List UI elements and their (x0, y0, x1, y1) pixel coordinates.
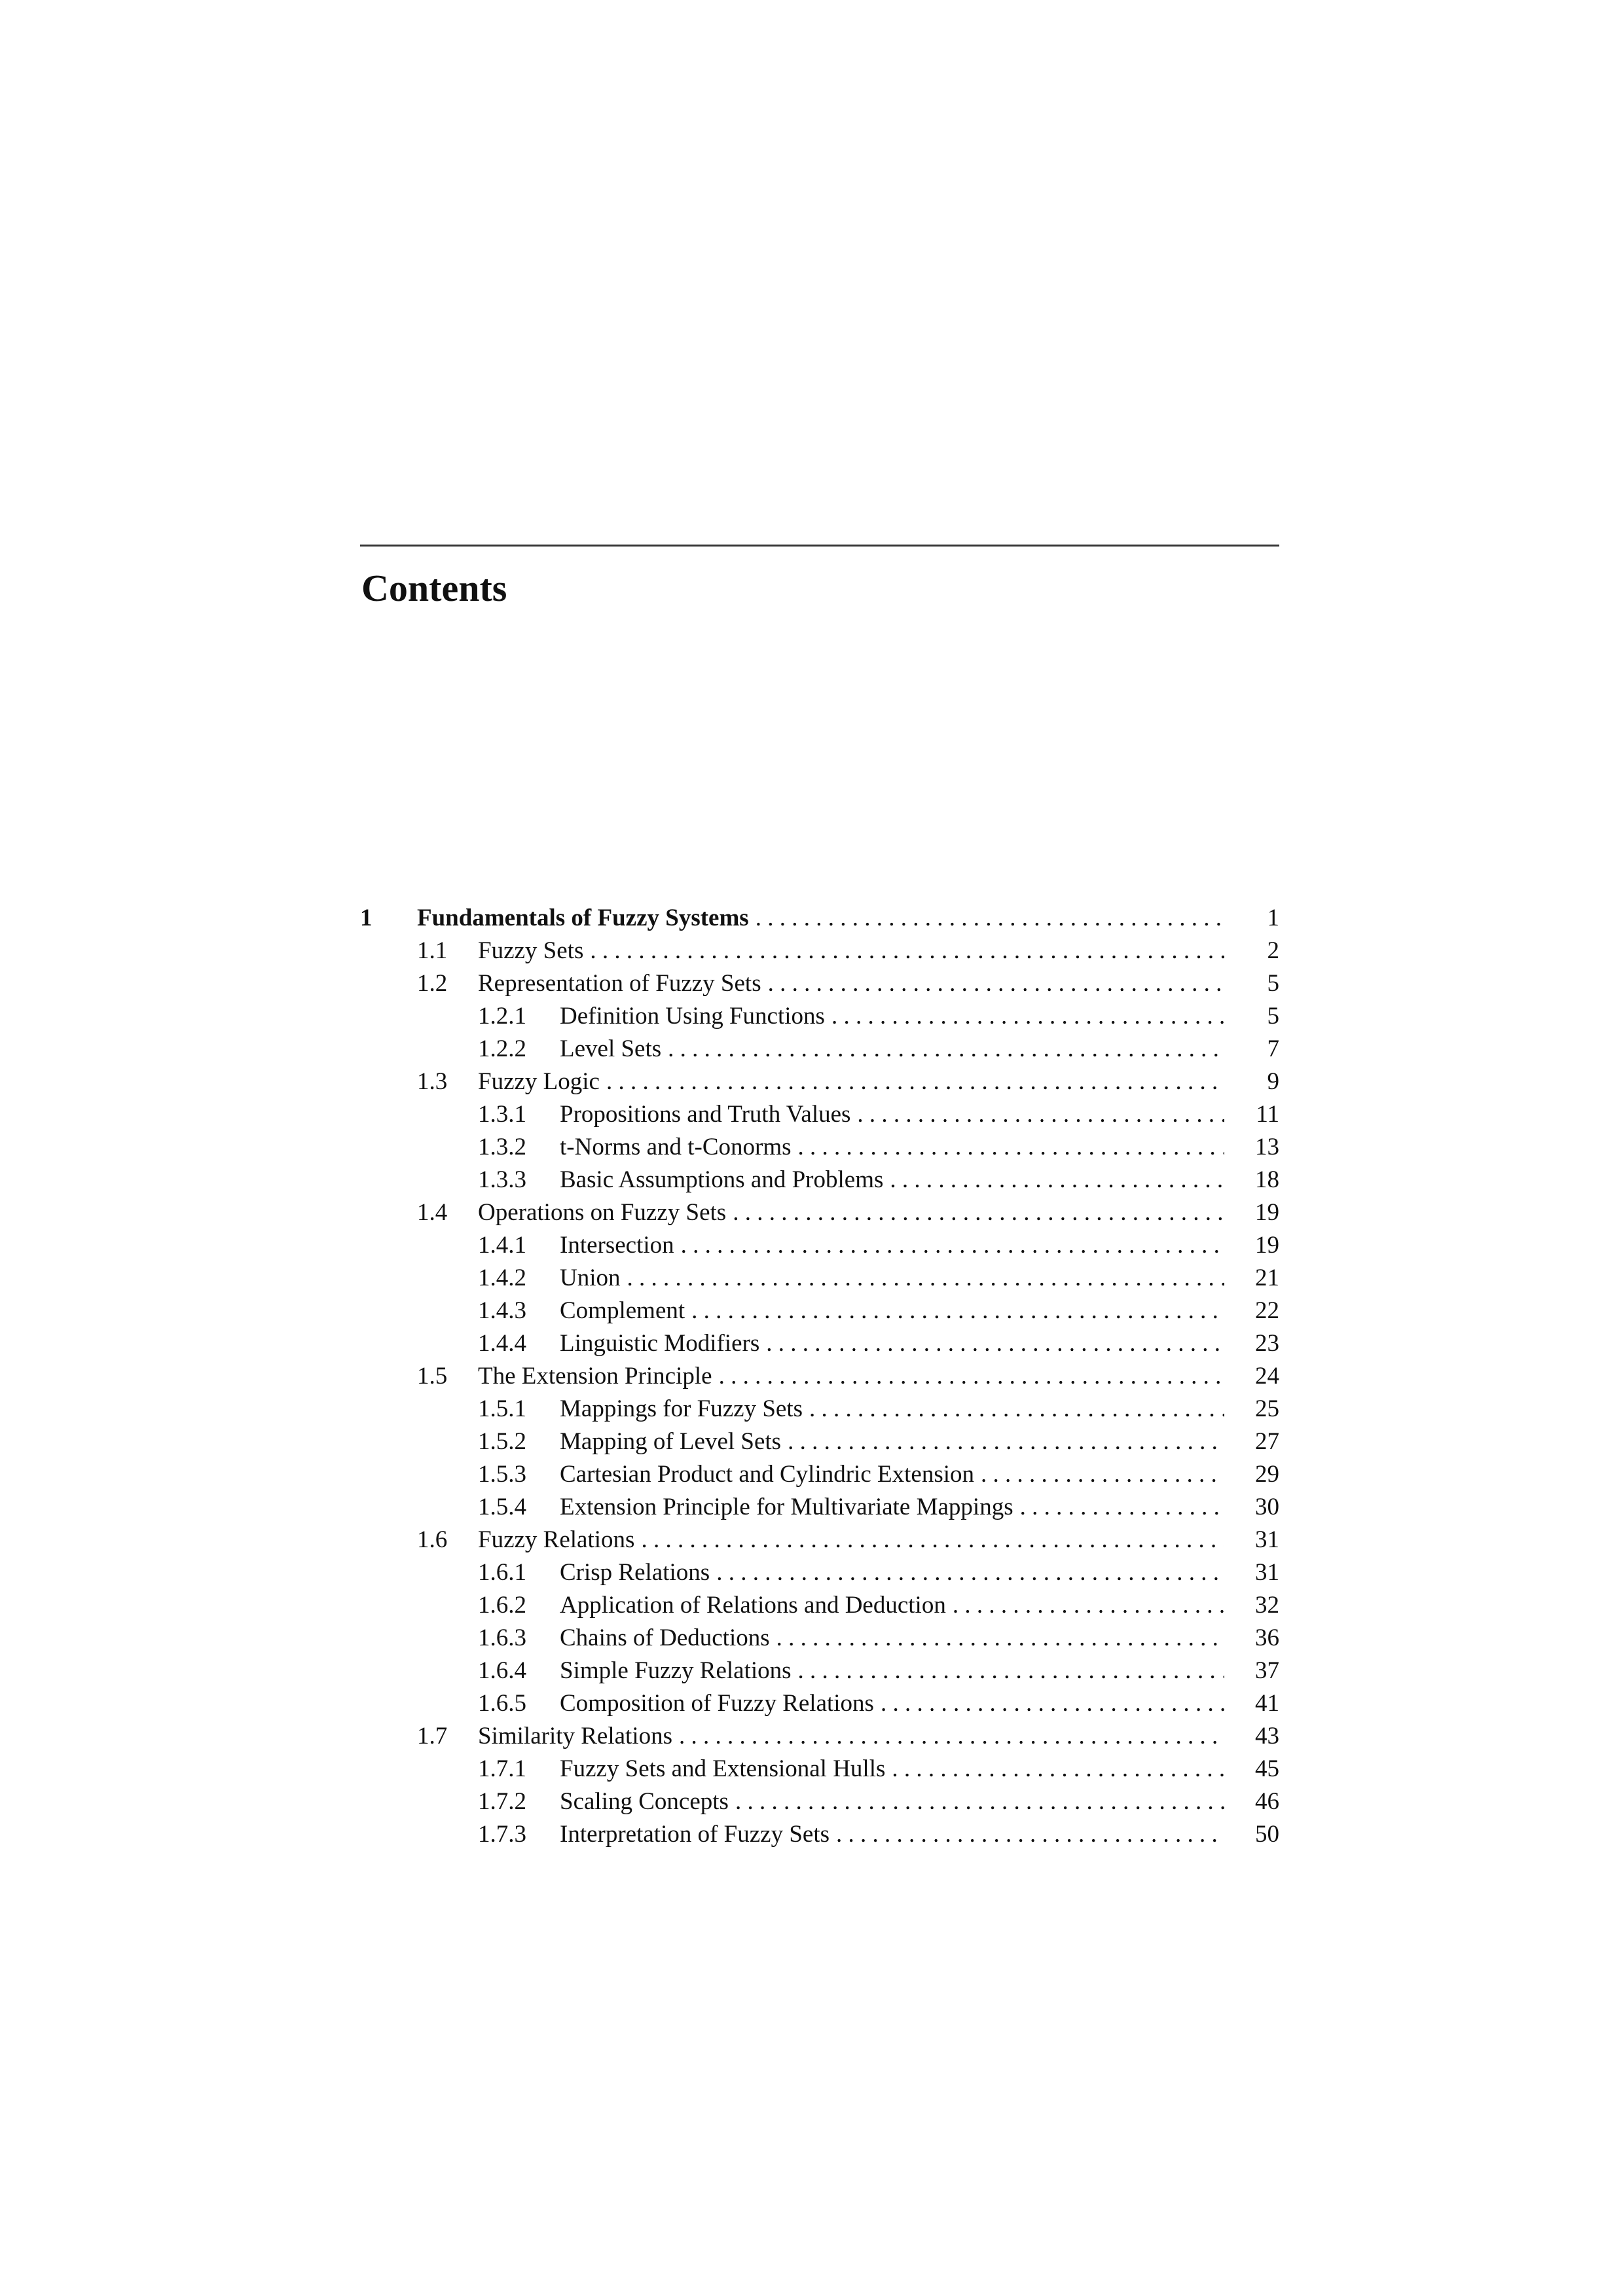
dot-leader (981, 1458, 1224, 1491)
toc-entry-number: 1 (360, 905, 373, 931)
toc-entry[interactable] (360, 1393, 1279, 1426)
toc-entry-number: 1.6.4 (478, 1657, 526, 1684)
toc-entry-page: 19 (1255, 1199, 1279, 1226)
toc-entry-page: 23 (1255, 1330, 1279, 1357)
toc-entry-page: 1 (1267, 905, 1279, 931)
toc-entry[interactable] (360, 967, 1279, 1000)
toc-entry-title: Fuzzy Logic (478, 1068, 600, 1095)
toc-entry-number: 1.2 (417, 970, 448, 997)
toc-entry[interactable] (360, 1098, 1279, 1131)
toc-entry-title: Composition of Fuzzy Relations (560, 1690, 874, 1717)
toc-entry-page: 45 (1255, 1755, 1279, 1782)
dot-leader (641, 1524, 1224, 1556)
toc-entry-title: Fundamentals of Fuzzy Systems (417, 905, 749, 931)
toc-entry-page: 11 (1256, 1101, 1279, 1128)
dot-leader (735, 1785, 1224, 1818)
toc-entry-page: 36 (1255, 1624, 1279, 1651)
toc-entry[interactable] (360, 1426, 1279, 1458)
toc-entry-page: 43 (1255, 1723, 1279, 1749)
toc-entry[interactable] (360, 1622, 1279, 1655)
toc-entry-page: 13 (1255, 1134, 1279, 1160)
toc-entry-number: 1.1 (417, 937, 448, 964)
toc-entry-title: Complement (560, 1297, 685, 1324)
toc-entry-title: Mappings for Fuzzy Sets (560, 1395, 803, 1422)
toc-entry-number: 1.5.4 (478, 1494, 526, 1520)
toc-entry-page: 32 (1255, 1592, 1279, 1619)
header-rule (360, 545, 1279, 547)
toc-entry-title: Linguistic Modifiers (560, 1330, 760, 1357)
toc-entry-number: 1.7.2 (478, 1788, 526, 1815)
toc-entry-title: The Extension Principle (478, 1363, 712, 1390)
toc-entry[interactable] (360, 1720, 1279, 1753)
toc-entry[interactable] (360, 1229, 1279, 1262)
toc-entry[interactable] (360, 902, 1279, 935)
toc-entry-title: Operations on Fuzzy Sets (478, 1199, 727, 1226)
toc-entry-number: 1.6.5 (478, 1690, 526, 1717)
toc-entry-title: Simple Fuzzy Relations (560, 1657, 792, 1684)
toc-entry[interactable] (360, 1556, 1279, 1589)
toc-entry[interactable] (360, 1524, 1279, 1556)
toc-entry-title: Application of Relations and Deduction (560, 1592, 946, 1619)
dot-leader (836, 1818, 1224, 1851)
toc-entry-number: 1.2.2 (478, 1035, 526, 1062)
toc-entry-page: 41 (1255, 1690, 1279, 1717)
toc-entry-page: 29 (1255, 1461, 1279, 1488)
dot-leader (719, 1360, 1224, 1393)
toc-entry[interactable] (360, 1327, 1279, 1360)
toc-entry-page: 5 (1267, 1003, 1279, 1030)
toc-entry[interactable] (360, 1458, 1279, 1491)
toc-entry[interactable] (360, 1785, 1279, 1818)
toc-entry[interactable] (360, 1655, 1279, 1687)
page-title: Contents (361, 567, 507, 609)
toc-entry-title: Scaling Concepts (560, 1788, 729, 1815)
toc-entry-number: 1.5.2 (478, 1428, 526, 1455)
toc-entry-title: Crisp Relations (560, 1559, 710, 1586)
toc-entry-number: 1.7.1 (478, 1755, 526, 1782)
dot-leader (733, 1196, 1224, 1229)
toc-entry[interactable] (360, 1360, 1279, 1393)
toc-entry-page: 2 (1267, 937, 1279, 964)
toc-entry-page: 37 (1255, 1657, 1279, 1684)
toc-entry-page: 31 (1255, 1559, 1279, 1586)
toc-entry-number: 1.7.3 (478, 1821, 526, 1848)
toc-entry-number: 1.5.3 (478, 1461, 526, 1488)
toc-entry-number: 1.5.1 (478, 1395, 526, 1422)
toc-entry[interactable] (360, 1033, 1279, 1066)
toc-entry-page: 27 (1255, 1428, 1279, 1455)
dot-leader (716, 1556, 1224, 1589)
toc-entry-page: 46 (1255, 1788, 1279, 1815)
toc-entry[interactable] (360, 1131, 1279, 1164)
toc-entry[interactable] (360, 1818, 1279, 1851)
toc-entry-page: 50 (1255, 1821, 1279, 1848)
toc-entry-title: Representation of Fuzzy Sets (478, 970, 761, 997)
toc-entry-page: 24 (1255, 1363, 1279, 1390)
toc-entry-title: Similarity Relations (478, 1723, 673, 1749)
toc-entry-page: 7 (1267, 1035, 1279, 1062)
toc-entry-title: Definition Using Functions (560, 1003, 825, 1030)
toc-entry-page: 30 (1255, 1494, 1279, 1520)
toc-entry-title: Interpretation of Fuzzy Sets (560, 1821, 830, 1848)
dot-leader (953, 1589, 1224, 1622)
toc-entry-title: Union (560, 1265, 621, 1291)
toc-entry-page: 21 (1255, 1265, 1279, 1291)
toc-entry-number: 1.3.1 (478, 1101, 526, 1128)
dot-leader (679, 1720, 1224, 1753)
toc-entry-page: 31 (1255, 1526, 1279, 1553)
toc-entry-number: 1.4 (417, 1199, 448, 1226)
dot-leader (668, 1033, 1224, 1066)
toc-entry-number: 1.6.1 (478, 1559, 526, 1586)
dot-leader (768, 967, 1224, 1000)
toc-entry[interactable] (360, 1000, 1279, 1033)
toc-entry-page: 18 (1255, 1166, 1279, 1193)
toc-entry-title: Fuzzy Sets and Extensional Hulls (560, 1755, 886, 1782)
toc-entry-number: 1.4.3 (478, 1297, 526, 1324)
dot-leader (798, 1131, 1224, 1164)
toc-entry-title: Cartesian Product and Cylindric Extension (560, 1461, 974, 1488)
toc-entry[interactable] (360, 1164, 1279, 1196)
toc-entry-number: 1.3.2 (478, 1134, 526, 1160)
toc-entry-page: 25 (1255, 1395, 1279, 1422)
toc-entry[interactable] (360, 1753, 1279, 1785)
toc-entry-page: 19 (1255, 1232, 1279, 1259)
dot-leader (1020, 1491, 1224, 1524)
dot-leader (691, 1295, 1224, 1327)
dot-leader (766, 1327, 1224, 1360)
dot-leader (776, 1622, 1224, 1655)
dot-leader (756, 902, 1224, 935)
toc-entry-page: 22 (1255, 1297, 1279, 1324)
toc-entry-title: Extension Principle for Multivariate Mappings (560, 1494, 1013, 1520)
toc-entry-number: 1.6.3 (478, 1624, 526, 1651)
toc-entry-title: t-Norms and t-Conorms (560, 1134, 792, 1160)
toc-entry-title: Level Sets (560, 1035, 662, 1062)
toc-entry-page: 5 (1267, 970, 1279, 997)
toc-entry[interactable] (360, 1491, 1279, 1524)
dot-leader (881, 1687, 1224, 1720)
toc-entry-title: Propositions and Truth Values (560, 1101, 851, 1128)
dot-leader (890, 1164, 1224, 1196)
toc-entry-number: 1.4.4 (478, 1330, 526, 1357)
toc-entry[interactable] (360, 935, 1279, 967)
dot-leader (809, 1393, 1224, 1426)
toc-entry[interactable] (360, 1687, 1279, 1720)
toc-entry-number: 1.4.1 (478, 1232, 526, 1259)
dot-leader (857, 1098, 1224, 1131)
toc-entry[interactable] (360, 1589, 1279, 1622)
toc-entry-title: Mapping of Level Sets (560, 1428, 782, 1455)
toc-entry[interactable] (360, 1066, 1279, 1098)
toc-entry-number: 1.4.2 (478, 1265, 526, 1291)
toc-entry[interactable] (360, 1262, 1279, 1295)
toc-entry-title: Chains of Deductions (560, 1624, 770, 1651)
toc-entry[interactable] (360, 1196, 1279, 1229)
toc-entry-page: 9 (1267, 1068, 1279, 1095)
toc-entry-title: Fuzzy Sets (478, 937, 584, 964)
table-of-contents (360, 902, 1279, 1851)
toc-entry-number: 1.6.2 (478, 1592, 526, 1619)
dot-leader (892, 1753, 1224, 1785)
toc-entry-number: 1.2.1 (478, 1003, 526, 1030)
toc-entry[interactable] (360, 1295, 1279, 1327)
toc-entry-title: Basic Assumptions and Problems (560, 1166, 884, 1193)
dot-leader (681, 1229, 1224, 1262)
dot-leader (788, 1426, 1224, 1458)
toc-entry-number: 1.6 (417, 1526, 448, 1553)
toc-entry-title: Fuzzy Relations (478, 1526, 635, 1553)
toc-entry-number: 1.3.3 (478, 1166, 526, 1193)
dot-leader (606, 1066, 1224, 1098)
dot-leader (590, 935, 1224, 967)
toc-entry-number: 1.5 (417, 1363, 448, 1390)
toc-entry-number: 1.3 (417, 1068, 448, 1095)
dot-leader (831, 1000, 1224, 1033)
dot-leader (627, 1262, 1225, 1295)
toc-entry-number: 1.7 (417, 1723, 448, 1749)
dot-leader (798, 1655, 1224, 1687)
toc-entry-title: Intersection (560, 1232, 674, 1259)
